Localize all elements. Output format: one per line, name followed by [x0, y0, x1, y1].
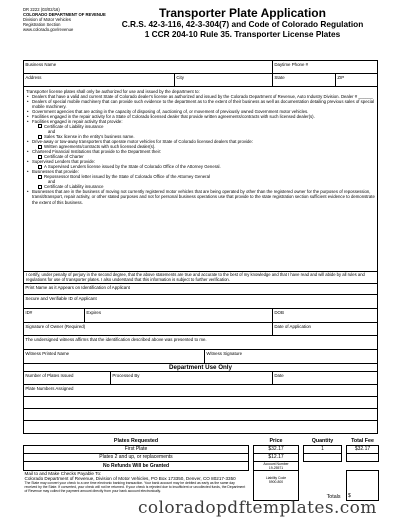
no-refunds-notice: No Refunds Will be Granted	[24, 462, 249, 471]
department-name: COLORADO DEPARTMENT OF REVENUE	[23, 12, 106, 17]
secure-id-label: Secure and Verifiable ID of Applicant	[25, 295, 97, 301]
print-name-field[interactable]	[24, 284, 377, 294]
account-number-value: 19-25571	[268, 466, 284, 470]
department-use-heading-row	[24, 364, 377, 372]
department-use-heading: Department Use Only	[169, 364, 232, 371]
daytime-phone-field[interactable]	[272, 61, 377, 73]
id-number-label: ID#	[25, 309, 33, 315]
address-label: Address	[25, 74, 42, 80]
witness-name-field[interactable]	[24, 350, 204, 363]
eligibility-item-businesses: • Businesses that provide:	[27, 169, 79, 175]
checkbox-written-agreements[interactable]: Written agreements/contracts with such licensed dealer(s).	[26, 144, 375, 149]
city-field[interactable]	[174, 74, 272, 86]
form-title-block	[90, 6, 395, 39]
print-name-label: Print Name as it Appears on Identification of Applicant	[25, 284, 130, 290]
eligibility-item-chartered: • Chartered Financial Institutions that provide to the Department their:	[27, 149, 162, 155]
department-use-row	[24, 372, 377, 385]
website: www.colorado.gov/revenue	[23, 27, 74, 32]
account-number-cell	[254, 462, 299, 471]
check-conversion-notice: The State may convert your check to a one time electronic banking transaction. Your bank account may be debited as early as the same day received by the State. If converted, your check will not be returned. If your check is rejected due to insufficient or uncollected funds, the Department of Revenue may collect the payment amount directly from your bank account electronically.	[24, 480, 246, 493]
mail-heading: Mail to and Make Checks Payable To:	[24, 471, 102, 476]
state-field[interactable]	[272, 74, 335, 86]
checkbox-icon[interactable]	[38, 175, 42, 179]
dob-label: DOB	[274, 309, 284, 315]
zip-label: ZIP	[337, 74, 345, 80]
checkbox-lender-license[interactable]: A Supervised Lenders license issued by the State of Colorado Office of the Attorney General.	[26, 164, 375, 169]
business-name-field[interactable]	[24, 61, 272, 73]
totals-field[interactable]	[347, 471, 379, 501]
checkbox-icon[interactable]	[38, 145, 42, 149]
plate-numbers-field[interactable]	[24, 385, 377, 396]
print-name-row	[24, 284, 377, 295]
checkbox-icon[interactable]	[38, 135, 42, 139]
totals-label: Totals	[326, 493, 341, 500]
application-date-field[interactable]	[272, 323, 377, 335]
first-plate-total: $32.17	[347, 446, 379, 454]
eligibility-item-special-machinery: • Dealers of special mobile machinery that can provide such evidence to the department as to the extent of their business as well as documentation detailing previous sales of special mobile machinery.	[27, 98, 375, 109]
daytime-phone-label: Daytime Phone #	[274, 61, 309, 67]
plate-numbers-blank-row[interactable]	[24, 397, 377, 409]
department-date-label: Date	[274, 372, 284, 378]
witness-statement-row	[24, 336, 377, 350]
quantity-header: Quantity	[304, 438, 342, 446]
account-number-label: Account Number	[263, 462, 289, 466]
first-plate-price: $32.17	[254, 446, 299, 454]
checkbox-icon[interactable]	[38, 165, 42, 169]
witness-signature-label: Witness Signature	[206, 350, 243, 356]
state-label: State	[274, 74, 285, 80]
witness-name-label: Witness Printed Name	[25, 350, 70, 356]
totals-currency: $	[348, 493, 351, 499]
witness-row	[24, 350, 377, 364]
city-label: City	[176, 74, 184, 80]
plate-numbers-blank-row[interactable]	[24, 421, 377, 433]
price-header: Price	[254, 438, 299, 446]
site-watermark: coloradopdftemplates.com	[138, 498, 377, 518]
address-field[interactable]	[24, 74, 174, 86]
business-row	[24, 61, 377, 74]
checkbox-icon[interactable]	[38, 155, 42, 159]
expires-field[interactable]	[84, 309, 272, 322]
first-plate-label: First Plate	[24, 446, 249, 454]
eligibility-item-repair-facilities: • Facilities engaged in the repair activity for a State of Colorado licensed dealer that provide written agreements/contracts with such licensed dealer(s).	[27, 113, 315, 119]
liability-code-cell	[254, 471, 299, 501]
liability-code-value: 5900-800	[268, 480, 284, 485]
first-plate-quantity[interactable]: 1	[304, 446, 342, 454]
dob-field[interactable]	[272, 309, 377, 322]
mail-address: Colorado Department of Revenue, Division of Motor Vehicles, PO Box 173350, Denver, CO 80217-3350	[24, 476, 236, 482]
form-subtitle-1: C.R.S. 42-3-116, 42-3-304(7) and Code of Colorado Regulation	[121, 19, 364, 29]
plates-issued-field[interactable]	[24, 372, 110, 384]
form-subtitle-2: 1 CCR 204-10 Rule 35. Transporter License Plates	[144, 28, 341, 39]
application-date-label: Date of Application	[274, 323, 312, 329]
plate-numbers-label: Plate Numbers Assigned	[25, 385, 74, 391]
address-row	[24, 74, 377, 87]
plates-requested-header: Plates Requested	[24, 438, 249, 446]
checkbox-certificate-charter[interactable]: Certificate of Charter	[26, 154, 375, 159]
fees-table	[23, 438, 378, 501]
department-date-field[interactable]	[272, 372, 377, 384]
eligibility-item-repair-provide: • Facilities engaged in repair activity that provide:	[27, 118, 123, 124]
division-name: Division of Motor Vehicles	[23, 17, 71, 22]
checkbox-liability-insurance-2[interactable]: Certificate of Liability insurance	[26, 184, 375, 189]
checkbox-liability-insurance[interactable]: Certificate of Liability insurance	[26, 124, 375, 129]
eligibility-item-government: • Government agencies that are acting in the capacity of disposing of, auctioning of, or movement of previously owned Government motor vehicles.	[27, 108, 309, 114]
section-name: Registration Section	[23, 22, 61, 27]
id-row	[24, 309, 377, 323]
certification-row	[24, 272, 377, 284]
secure-id-field[interactable]	[24, 295, 377, 308]
business-name-label: Business Name	[25, 61, 57, 67]
witness-statement: The undersigned witness affirms that the identification described above was presented to me.	[25, 336, 207, 342]
processed-by-field[interactable]	[110, 372, 272, 384]
form-number: DR 2222 (03/02/16)	[23, 7, 60, 12]
checkbox-sales-tax[interactable]: Sales Tax license in the entity's business name.	[26, 134, 375, 139]
id-number-field[interactable]	[24, 309, 84, 322]
eligibility-item-not-registered: • Businesses that are in the business of moving not currently registered motor vehicles that are being operated by other than the registered owner for the purposes of repossession, transit/transport, repair activity, or other stated purposes and not for personal business operations use that provide to the state registration section sufficient evidence to demonstrate the extent of this business.	[27, 189, 375, 205]
checkbox-icon[interactable]	[38, 185, 42, 189]
plate-numbers-blank-row[interactable]	[24, 409, 377, 421]
eligibility-intro: Transporter license plates shall only be authorized for use and issued by the department to:	[26, 88, 200, 94]
expires-label: Expires	[86, 309, 102, 315]
eligibility-section	[24, 87, 377, 272]
additional-plates-price: $12.17	[254, 454, 299, 462]
certification-statement: I certify, under penalty of perjury in the second degree, that the above statements are true and accurate to the best of my knowledge and that I have read and will abide by all rules and regulations for use of transporter plates. I also understand that this information is subject to further verification.	[26, 272, 365, 282]
checkbox-icon[interactable]	[38, 124, 42, 128]
additional-plates-label: Plates 2 and up, or replacements	[24, 454, 249, 462]
additional-plates-quantity[interactable]	[304, 454, 342, 462]
secure-id-row	[24, 295, 377, 309]
witness-signature-field[interactable]	[204, 350, 377, 363]
additional-plates-total[interactable]	[347, 454, 379, 462]
zip-field[interactable]	[335, 74, 377, 86]
form-title: Transporter Plate Application	[159, 6, 326, 20]
owner-signature-field[interactable]	[24, 323, 272, 335]
owner-signature-row	[24, 323, 377, 336]
mailing-info-cell	[24, 471, 249, 501]
liability-code-label: Liability Code	[265, 476, 287, 480]
eligibility-item-lenders: • Supervised Lenders that provide:	[27, 159, 96, 165]
and-label: and	[48, 128, 56, 134]
application-table	[23, 60, 378, 434]
total-fee-header: Total Fee	[347, 438, 379, 446]
eligibility-item-tow: • Drive-away or tow-away transporters that operate motor vehicles for State of Colorado licensed dealers that provide:	[27, 138, 253, 144]
plate-numbers-row	[24, 385, 377, 397]
plates-issued-label: Number of Plates Issued	[25, 372, 74, 378]
eligibility-item-dealers: • Dealers that have a valid and current State of Colorado dealer's license as authorized and issued by the Colorado Department of Revenue, Auto Industry Division. Dealer # ______	[27, 93, 373, 99]
checkbox-repossessor-bond[interactable]: Repossessor Bond letter issued by the State of Colorado Office of the Attorney General	[26, 174, 375, 179]
and-label: and	[48, 179, 56, 185]
processed-by-label: Processed By	[112, 372, 140, 378]
owner-signature-label: Signature of Owner (Required)	[25, 323, 86, 329]
